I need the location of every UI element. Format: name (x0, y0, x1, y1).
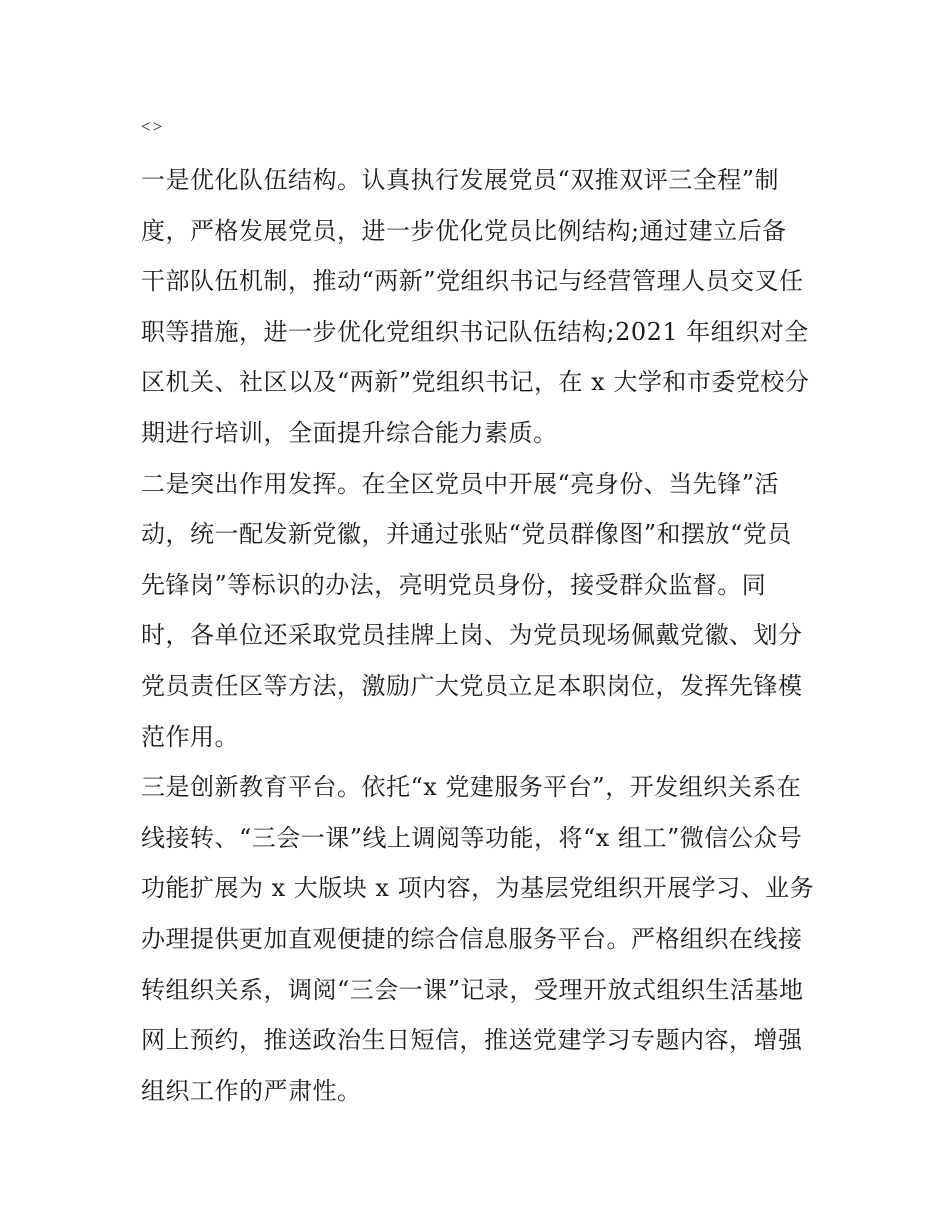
paragraph-2 (141, 459, 831, 763)
text-line: 一是优化队伍结构。认真执行发展党员“双推双评三全程”制 (141, 166, 780, 194)
page-marker: <> (141, 117, 165, 136)
paragraph-1 (141, 155, 831, 459)
text-line: 组织工作的严肃性。 (141, 1076, 362, 1105)
text-line: 职等措施，进一步优化党组织书记队伍结构;2021 年组织对全 (141, 317, 809, 346)
text-line: 范作用。 (141, 722, 239, 751)
text-line: 三是创新教育平台。依托“x 党建服务平台”，开发组织关系在 (141, 773, 802, 802)
text-line: 度，严格发展党员，进一步优化党员比例结构;通过建立后备 (141, 216, 787, 245)
text-line: 办理提供更加直观便捷的综合信息服务平台。严格组织在线接 (141, 924, 803, 953)
text-line: 干部队伍机制，推动“两新”党组织书记与经营管理人员交叉任 (141, 267, 804, 296)
text-line: 网上预约，推送政治生日短信，推送党建学习专题内容，增强 (141, 1026, 803, 1055)
text-line: 转组织关系，调阅“三会一课”记录，受理开放式组织生活基地 (141, 975, 804, 1004)
text-line: 先锋岗”等标识的办法，亮明党员身份，接受群众监督。同 (141, 570, 767, 599)
text-line: 区机关、社区以及“两新”党组织书记，在 x 大学和市委党校分 (141, 368, 810, 397)
text-line: 线接转、“三会一课”线上调阅等功能，将“x 组工”微信公众号 (141, 823, 803, 852)
paragraph-3 (141, 762, 831, 1116)
text-line: 二是突出作用发挥。在全区党员中开展“亮身份、当先锋”活 (141, 469, 780, 498)
text-line: 功能扩展为 x 大版块 x 项内容，为基层党组织开展学习、业务 (141, 874, 815, 903)
text-line: 动，统一配发新党徽，并通过张贴“党员群像图”和摆放“党员 (141, 520, 792, 549)
text-line: 党员责任区等方法，激励广大党员立足本职岗位，发挥先锋模 (141, 671, 803, 700)
text-line: 时，各单位还采取党员挂牌上岗、为党员现场佩戴党徽、划分 (141, 621, 803, 650)
document-body (141, 155, 831, 1116)
text-line: 期进行培训，全面提升综合能力素质。 (141, 418, 558, 447)
